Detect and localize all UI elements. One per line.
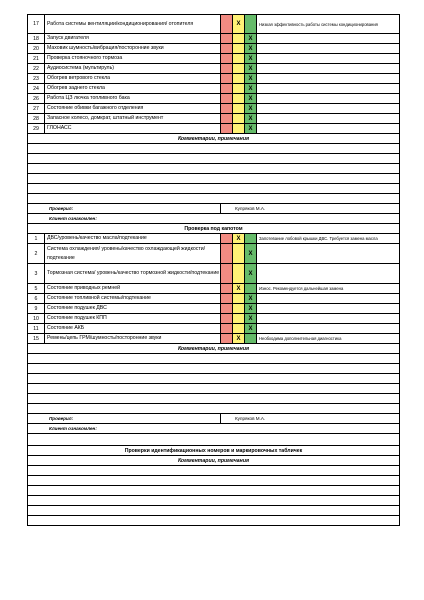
checked-label: Проверил: (28, 204, 221, 213)
section3-comments-header (27, 456, 400, 466)
status-yellow-cell[interactable] (233, 314, 245, 323)
row-item-name: Состояние топливной системы/подтекание (45, 294, 221, 303)
row-number: 10 (28, 314, 45, 323)
comment-line[interactable] (27, 194, 400, 204)
status-red-cell[interactable] (221, 44, 233, 53)
section3-title: Проверки идентификационных номеров и маркировочных табличек (124, 447, 303, 454)
comment-line[interactable] (27, 496, 400, 506)
row-number: 20 (28, 44, 45, 53)
row-note (257, 74, 399, 83)
status-green-cell[interactable]: X (245, 64, 257, 73)
status-red-cell[interactable] (221, 54, 233, 63)
status-green-cell[interactable] (245, 284, 257, 293)
section1-comments-header (27, 134, 400, 144)
status-green-cell[interactable]: X (245, 104, 257, 113)
status-green-cell[interactable] (245, 234, 257, 243)
checklist-row (27, 284, 400, 294)
checked-value: Купряков М.А. (235, 416, 266, 421)
row-item-name: Состояние обивки багажного отделения (45, 104, 221, 113)
client-label: Клиент ознакомлен: (49, 216, 97, 221)
row-item-name: Запуск двигателя (45, 34, 221, 43)
row-number: 15 (28, 334, 45, 343)
checklist-row (27, 244, 400, 264)
section2-comments-title: Комментарии, примечания (177, 345, 250, 352)
status-yellow-cell[interactable]: X (233, 334, 245, 343)
section2-title: Проверка под капотом (184, 225, 243, 232)
comment-line[interactable] (27, 154, 400, 164)
row-note (257, 104, 399, 113)
status-yellow-cell[interactable] (233, 44, 245, 53)
section1-client-row (27, 214, 400, 224)
row-note (257, 114, 399, 123)
status-green-cell[interactable]: X (245, 294, 257, 303)
status-yellow-cell[interactable]: X (233, 234, 245, 243)
row-number: 22 (28, 64, 45, 73)
status-red-cell[interactable] (221, 244, 233, 263)
row-number: 26 (28, 94, 45, 103)
row-note (257, 64, 399, 73)
section1-rows (27, 14, 400, 134)
comment-line[interactable] (27, 486, 400, 496)
status-red-cell[interactable] (221, 104, 233, 113)
row-number: 5 (28, 284, 45, 293)
status-red-cell[interactable] (221, 34, 233, 43)
row-note (257, 44, 399, 53)
row-note: Запотевание лобовой крышки ДВС. Требуется замена масла (259, 236, 378, 241)
row-number: 24 (28, 84, 45, 93)
comment-line[interactable] (27, 174, 400, 184)
checklist-row (27, 104, 400, 114)
comment-line[interactable] (27, 144, 400, 154)
checklist-row (27, 74, 400, 84)
row-number: 21 (28, 54, 45, 63)
row-note (257, 94, 399, 103)
comment-line[interactable] (27, 354, 400, 364)
status-red-cell[interactable] (221, 264, 233, 283)
checked-value: Купряков М.А. (235, 206, 266, 211)
row-note: Износ. Рекомендуется дальнейшая замена (259, 286, 344, 291)
checklist-row (27, 334, 400, 344)
checklist-row (27, 114, 400, 124)
section2-header (27, 224, 400, 234)
status-red-cell[interactable] (221, 314, 233, 323)
row-item-name: Состояние приводных ремней (45, 284, 221, 293)
status-yellow-cell[interactable] (233, 114, 245, 123)
status-red-cell[interactable] (221, 15, 233, 33)
status-yellow-cell[interactable] (233, 34, 245, 43)
row-number: 6 (28, 294, 45, 303)
row-note (257, 124, 399, 133)
comment-line[interactable] (27, 364, 400, 374)
checklist-row (27, 314, 400, 324)
comment-line[interactable] (27, 516, 400, 526)
section2-checked-row (27, 414, 400, 424)
row-number: 18 (28, 34, 45, 43)
checklist-row (27, 94, 400, 104)
row-note (257, 84, 399, 93)
status-yellow-cell[interactable] (233, 304, 245, 313)
row-item-name: Тормозная система/ уровень/качество тормозной жидкости/подтекание (45, 264, 221, 283)
status-red-cell[interactable] (221, 124, 233, 133)
row-number: 3 (28, 264, 45, 283)
checklist-row (27, 324, 400, 334)
checklist-row (27, 124, 400, 134)
status-green-cell[interactable]: X (245, 264, 257, 283)
status-yellow-cell[interactable] (233, 264, 245, 283)
section2-client-row (27, 424, 400, 434)
status-green-cell[interactable]: X (245, 34, 257, 43)
comment-line[interactable] (27, 384, 400, 394)
row-note (257, 244, 399, 263)
row-number: 1 (28, 234, 45, 243)
row-number: 29 (28, 124, 45, 133)
status-red-cell[interactable] (221, 304, 233, 313)
row-note (257, 264, 399, 283)
row-item-name: Работа системы вентиляции/кондиционирования/ отопителя (45, 15, 221, 33)
row-item-name: Проверка стояночного тормоза (45, 54, 221, 63)
status-green-cell[interactable]: X (245, 124, 257, 133)
row-item-name: Система охлаждения/ уровень/качество охлаждающей жидкости/подтекание (45, 244, 221, 263)
row-item-name: Состояние подушек ДВС (45, 304, 221, 313)
row-item-name: ГЛОНАСС (45, 124, 221, 133)
row-item-name: Запасное колесо, домкрат, штатный инструмент (45, 114, 221, 123)
comment-line[interactable] (27, 476, 400, 486)
status-yellow-cell[interactable] (233, 54, 245, 63)
checklist-row (27, 44, 400, 54)
section1-checked-row (27, 204, 400, 214)
status-red-cell[interactable] (221, 284, 233, 293)
checklist-row (27, 54, 400, 64)
comment-line[interactable] (27, 466, 400, 476)
status-green-cell[interactable]: X (245, 324, 257, 333)
status-yellow-cell[interactable] (233, 124, 245, 133)
row-number: 11 (28, 324, 45, 333)
checklist-row (27, 234, 400, 244)
section3-comments-title: Комментарии, примечания (177, 457, 250, 464)
row-item-name: ДВС/уровень/качество масла/подтекание (45, 234, 221, 243)
status-red-cell[interactable] (221, 114, 233, 123)
checked-label: Проверил: (28, 414, 221, 423)
row-item-name: Состояние подушек КПП (45, 314, 221, 323)
checklist-row (27, 304, 400, 314)
status-red-cell[interactable] (221, 294, 233, 303)
status-green-cell[interactable]: X (245, 114, 257, 123)
comment-line[interactable] (27, 374, 400, 384)
status-yellow-cell[interactable] (233, 294, 245, 303)
status-green-cell[interactable]: X (245, 94, 257, 103)
status-red-cell[interactable] (221, 334, 233, 343)
section2-rows (27, 234, 400, 344)
checklist-row (27, 294, 400, 304)
comment-line[interactable] (27, 394, 400, 404)
row-note (257, 304, 399, 313)
row-number: 2 (28, 244, 45, 263)
status-yellow-cell[interactable] (233, 74, 245, 83)
section3-header (27, 446, 400, 456)
status-red-cell[interactable] (221, 74, 233, 83)
status-green-cell[interactable] (245, 334, 257, 343)
status-green-cell[interactable]: X (245, 54, 257, 63)
row-number: 23 (28, 74, 45, 83)
row-number: 9 (28, 304, 45, 313)
row-item-name: Маховик шумность/вибрация/посторонние звуки (45, 44, 221, 53)
status-yellow-cell[interactable] (233, 324, 245, 333)
status-yellow-cell[interactable]: X (233, 15, 245, 33)
comment-line[interactable] (27, 506, 400, 516)
row-note (257, 34, 399, 43)
row-note (257, 294, 399, 303)
checklist-row (27, 34, 400, 44)
status-yellow-cell[interactable] (233, 104, 245, 113)
status-yellow-cell[interactable]: X (233, 284, 245, 293)
inspection-sheet (27, 14, 400, 526)
row-note (257, 314, 399, 323)
status-red-cell[interactable] (221, 64, 233, 73)
client-label: Клиент ознакомлен: (49, 426, 97, 431)
status-red-cell[interactable] (221, 234, 233, 243)
checklist-row (27, 264, 400, 284)
row-number: 28 (28, 114, 45, 123)
comment-line[interactable] (27, 184, 400, 194)
row-number: 27 (28, 104, 45, 113)
checklist-row (27, 64, 400, 74)
status-green-cell[interactable]: X (245, 304, 257, 313)
row-note (257, 54, 399, 63)
row-item-name: Состояние АКБ (45, 324, 221, 333)
status-red-cell[interactable] (221, 94, 233, 103)
row-number: 17 (28, 15, 45, 33)
comment-line[interactable] (27, 404, 400, 414)
status-green-cell[interactable]: X (245, 314, 257, 323)
status-green-cell[interactable]: X (245, 84, 257, 93)
status-green-cell[interactable]: X (245, 74, 257, 83)
row-item-name: Работа ЦЗ лючка топливного бака (45, 94, 221, 103)
status-green-cell[interactable]: X (245, 244, 257, 263)
section1-comments-title: Комментарии, примечания (177, 135, 250, 142)
row-note (257, 324, 399, 333)
status-yellow-cell[interactable] (233, 84, 245, 93)
row-item-name: Обогрев заднего стекла (45, 84, 221, 93)
row-item-name: Обогрев ветрового стекла (45, 74, 221, 83)
status-green-cell[interactable]: X (245, 44, 257, 53)
checklist-row (27, 84, 400, 94)
status-green-cell[interactable] (245, 15, 257, 33)
row-note: Необходима дополнительная диагностика (259, 336, 342, 341)
comment-line[interactable] (27, 164, 400, 174)
status-red-cell[interactable] (221, 84, 233, 93)
checklist-row (27, 14, 400, 34)
spacer-row (27, 434, 400, 446)
section2-comments-header (27, 344, 400, 354)
status-red-cell[interactable] (221, 324, 233, 333)
row-note: Низкая эффективность работы системы кондиционирования (259, 21, 378, 27)
status-yellow-cell[interactable] (233, 64, 245, 73)
row-item-name: Аудиосистема (мультируль) (45, 64, 221, 73)
status-yellow-cell[interactable] (233, 244, 245, 263)
status-yellow-cell[interactable] (233, 94, 245, 103)
row-item-name: Ремень/цепь ГРМ/шумность/посторонние звуки (45, 334, 221, 343)
